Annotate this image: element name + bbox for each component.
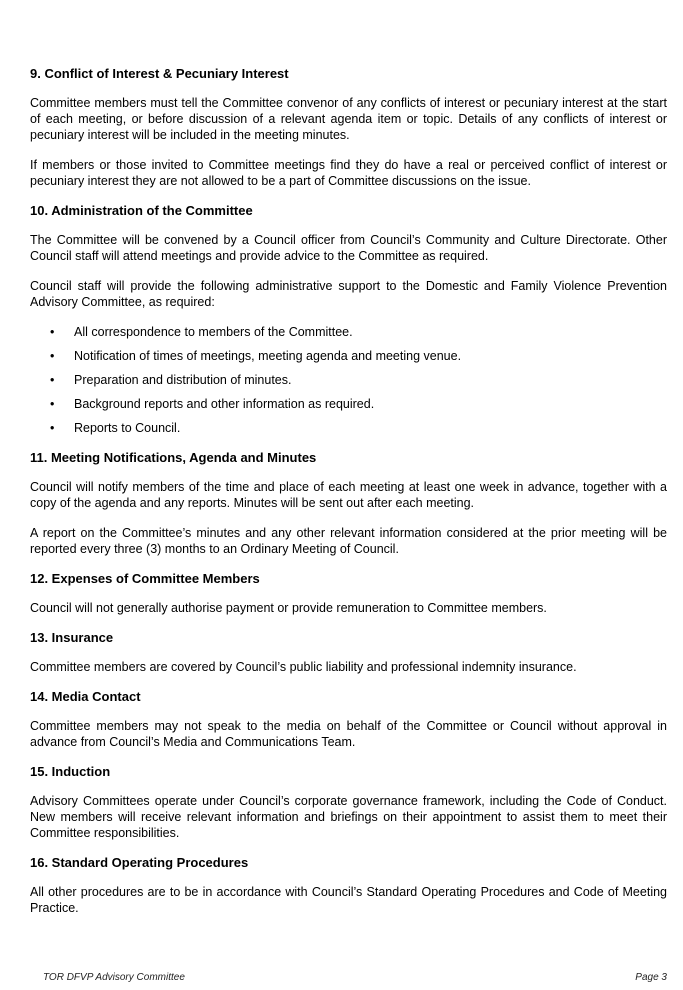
section-15-heading: 15. Induction bbox=[30, 764, 111, 779]
section-15-paragraph-1: Advisory Committees operate under Council’s corporate governance framework, including the Code of Conduct. New members will receive relevant information and briefings on their appointment to assist them to meet their Committee responsibilities. bbox=[30, 794, 667, 840]
footer-page-number: Page 3 bbox=[635, 972, 667, 983]
bullet-icon: • bbox=[50, 373, 55, 387]
section-12-heading: 12. Expenses of Committee Members bbox=[30, 571, 260, 586]
footer-document-title: TOR DFVP Advisory Committee bbox=[43, 972, 185, 983]
bullet-icon: • bbox=[50, 421, 55, 435]
bullet-icon: • bbox=[50, 397, 55, 411]
section-11-heading: 11. Meeting Notifications, Agenda and Minutes bbox=[30, 450, 317, 465]
list-item bbox=[30, 324, 667, 340]
list-item-text: Background reports and other information as required. bbox=[74, 397, 375, 411]
list-item bbox=[30, 420, 667, 436]
list-item-text: Notification of times of meetings, meeting agenda and meeting venue. bbox=[74, 349, 462, 363]
bullet-icon: • bbox=[50, 325, 55, 339]
section-16-heading: 16. Standard Operating Procedures bbox=[30, 855, 249, 870]
section-9-heading: 9. Conflict of Interest & Pecuniary Interest bbox=[30, 66, 289, 81]
section-9-paragraph-1: Committee members must tell the Committee convenor of any conflicts of interest or pecuniary interest at the start of each meeting, or before discussion of a relevant agenda item or topic. Details of any conflicts of interest or pecuniary interest will be included in the meeting minutes. bbox=[30, 96, 667, 142]
section-13-heading: 13. Insurance bbox=[30, 630, 114, 645]
list-item bbox=[30, 348, 667, 364]
list-item-text: All correspondence to members of the Committee. bbox=[74, 325, 353, 339]
section-16-paragraph-1: All other procedures are to be in accordance with Council’s Standard Operating Procedures and Code of Meeting Practice. bbox=[30, 885, 667, 915]
admin-support-list bbox=[30, 324, 667, 436]
list-item bbox=[30, 372, 667, 388]
section-14-paragraph-1: Committee members may not speak to the media on behalf of the Committee or Council without approval in advance from Council’s Media and Communications Team. bbox=[30, 719, 667, 749]
bullet-icon: • bbox=[50, 349, 55, 363]
section-11-paragraph-2: A report on the Committee’s minutes and any other relevant information considered at the prior meeting will be reported every three (3) months to an Ordinary Meeting of Council. bbox=[30, 526, 667, 556]
section-10-paragraph-1: The Committee will be convened by a Council officer from Council’s Community and Culture Directorate. Other Council staff will attend meetings and provide advice to the Committee as required. bbox=[30, 233, 667, 263]
section-9-paragraph-2: If members or those invited to Committee meetings find they do have a real or perceived conflict of interest or pecuniary interest they are not allowed to be a part of Committee discussions on the issue. bbox=[30, 158, 667, 188]
list-item-text: Reports to Council. bbox=[74, 421, 181, 435]
document-page bbox=[30, 66, 667, 930]
section-10-paragraph-2: Council staff will provide the following administrative support to the Domestic and Family Violence Prevention Advisory Committee, as required: bbox=[30, 279, 667, 309]
section-11-paragraph-1: Council will notify members of the time and place of each meeting at least one week in advance, together with a copy of the agenda and any reports. Minutes will be sent out after each meeting. bbox=[30, 480, 667, 510]
list-item bbox=[30, 396, 667, 412]
section-14-heading: 14. Media Contact bbox=[30, 689, 141, 704]
section-13-paragraph-1: Committee members are covered by Council’s public liability and professional indemnity insurance. bbox=[30, 660, 577, 674]
section-12-paragraph-1: Council will not generally authorise payment or provide remuneration to Committee members. bbox=[30, 601, 547, 615]
page-footer bbox=[43, 972, 667, 983]
section-10-heading: 10. Administration of the Committee bbox=[30, 203, 253, 218]
list-item-text: Preparation and distribution of minutes. bbox=[74, 373, 292, 387]
